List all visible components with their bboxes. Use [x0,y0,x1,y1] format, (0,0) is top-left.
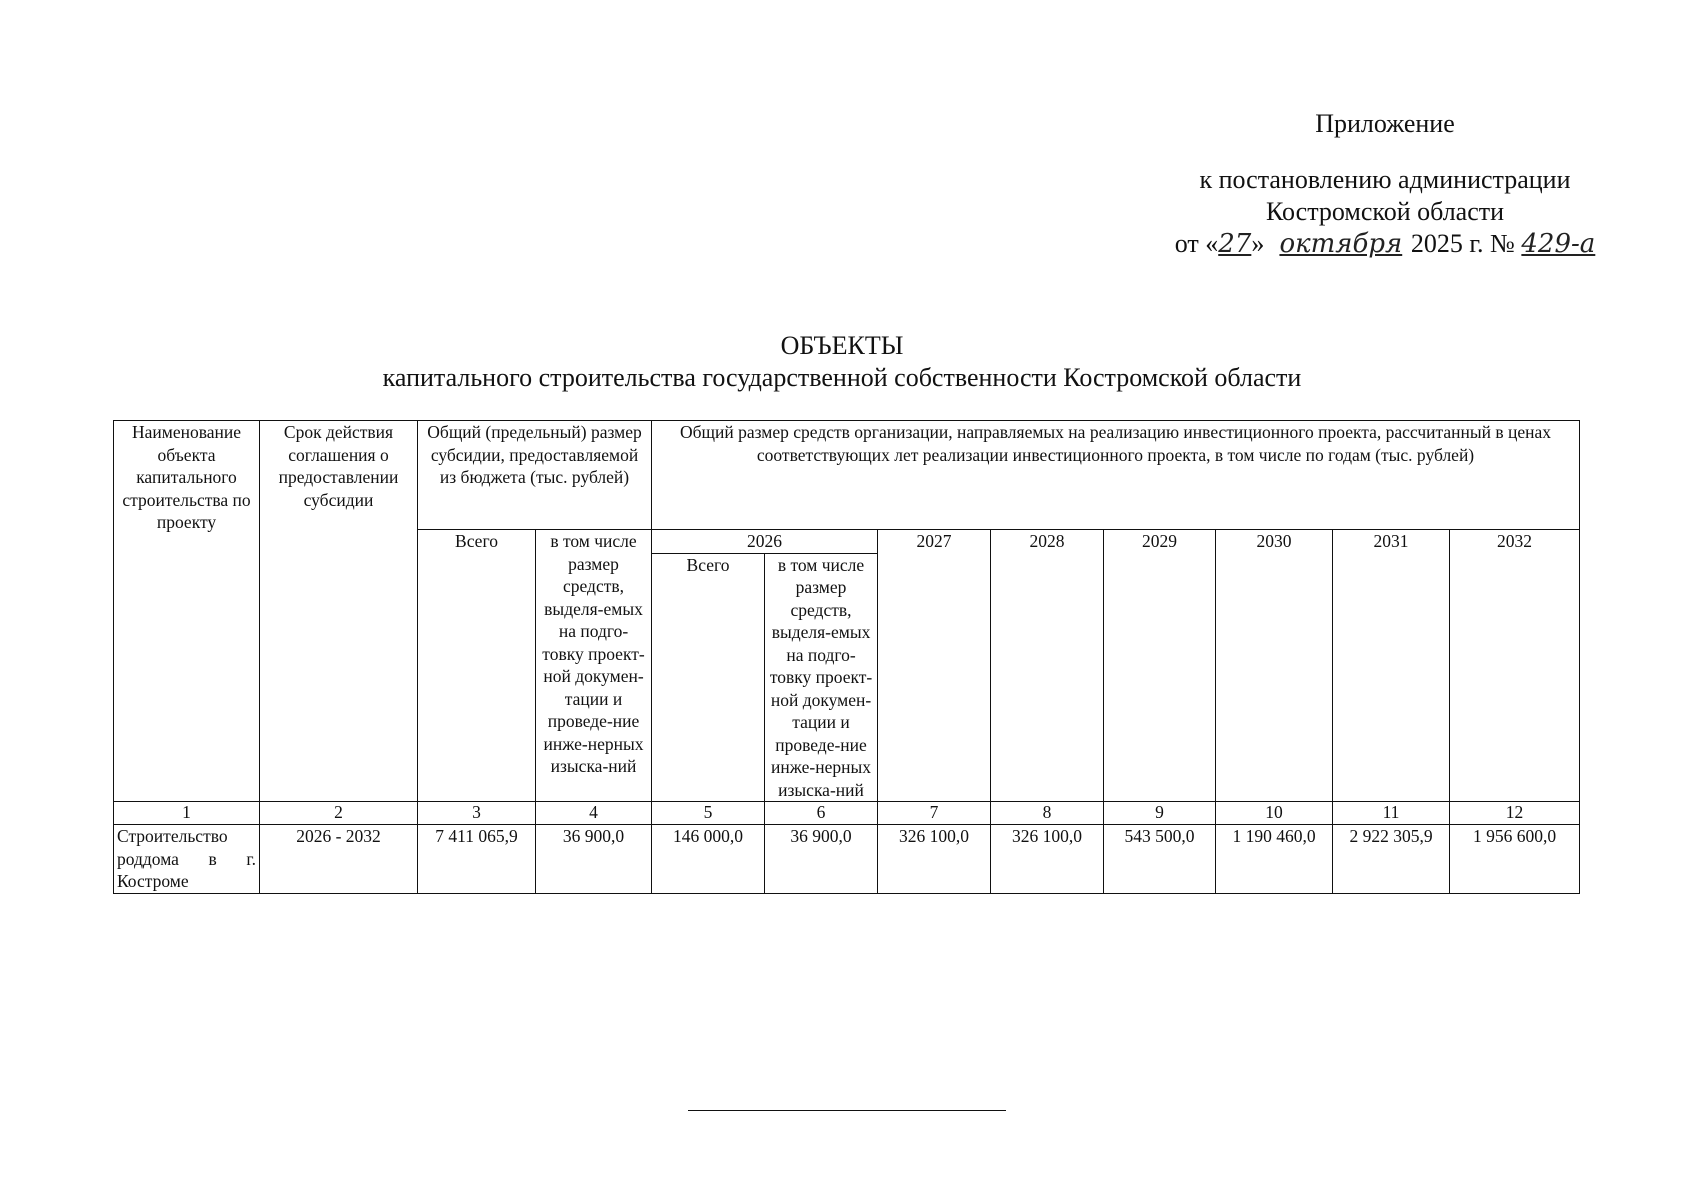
col-num-8: 8 [991,802,1104,825]
appendix-block [1140,108,1630,260]
handwritten-number: 429-а [1521,229,1596,259]
header-object-name: Наименование объекта капитального строительства по проекту [114,421,260,802]
cell-2030: 1 190 460,0 [1216,825,1333,894]
cell-2029: 543 500,0 [1104,825,1216,894]
col-num-10: 10 [1216,802,1333,825]
handwritten-day: 27 [1218,229,1252,259]
appendix-line-1: к постановлению администрации [1199,165,1571,194]
table-row [114,825,1580,894]
date-prefix: от « [1174,229,1219,258]
col-num-9: 9 [1104,802,1216,825]
header-year-2029: 2029 [1104,530,1216,802]
col-num-1: 1 [114,802,260,825]
col-num-4: 4 [536,802,652,825]
col-num-5: 5 [652,802,765,825]
header-year-2030: 2030 [1216,530,1333,802]
header-agreement-term: Срок действия соглашения о предоставлении субсидии [260,421,418,802]
col-num-6: 6 [765,802,878,825]
cell-2026-total: 146 000,0 [652,825,765,894]
heading-title: ОБЪЕКТЫ [780,331,904,360]
header-organization-funds: Общий размер средств организации, направляемых на реализацию инвестиционного проекта, рассчитанный в ценах соответствующих лет реализации инвестиционного проекта, в том числе по годам (тыс. рублей) [652,421,1580,530]
header-2026-design: в том числе размер средств, выделя-емых на подго-товку проект-ной докумен-тации и проведе-ние инже-нерных изыска-ний [765,553,878,802]
appendix-line-2: Костромской области [1265,197,1505,226]
handwritten-month: октября [1279,229,1403,259]
header-subsidy-total: Всего [418,530,536,802]
header-year-2026: 2026 [652,530,878,554]
col-num-11: 11 [1333,802,1450,825]
col-num-2: 2 [260,802,418,825]
col-num-12: 12 [1450,802,1580,825]
cell-object-name: Строительство роддома в г. Костроме [114,825,260,894]
cell-2026-design: 36 900,0 [765,825,878,894]
cell-subsidy-total: 7 411 065,9 [418,825,536,894]
cell-subsidy-design: 36 900,0 [536,825,652,894]
header-year-2031: 2031 [1333,530,1450,802]
cell-2032: 1 956 600,0 [1450,825,1580,894]
cell-term: 2026 - 2032 [260,825,418,894]
cell-2031: 2 922 305,9 [1333,825,1450,894]
header-subsidy: Общий (предельный) размер субсидии, предоставляемой из бюджета (тыс. рублей) [418,421,652,530]
document-heading [0,330,1684,394]
date-year: 2025 г. № [1410,229,1515,258]
header-year-2028: 2028 [991,530,1104,802]
cell-2028: 326 100,0 [991,825,1104,894]
heading-subtitle: капитального строительства государственной собственности Костромской области [382,363,1302,392]
col-num-7: 7 [878,802,991,825]
header-year-2027: 2027 [878,530,991,802]
appendix-title: Приложение [1315,109,1455,138]
date-day-close: » [1251,229,1265,258]
col-num-3: 3 [418,802,536,825]
objects-table [113,420,1580,894]
header-year-2032: 2032 [1450,530,1580,802]
appendix-date-line [1140,228,1630,260]
header-2026-total: Всего [652,553,765,802]
closing-divider [688,1110,1006,1111]
cell-2027: 326 100,0 [878,825,991,894]
column-numbers-row [114,802,1580,825]
header-subsidy-design: в том числе размер средств, выделя-емых на подго-товку проект-ной докумен-тации и проведе-ние инже-нерных изыска-ний [536,530,652,802]
